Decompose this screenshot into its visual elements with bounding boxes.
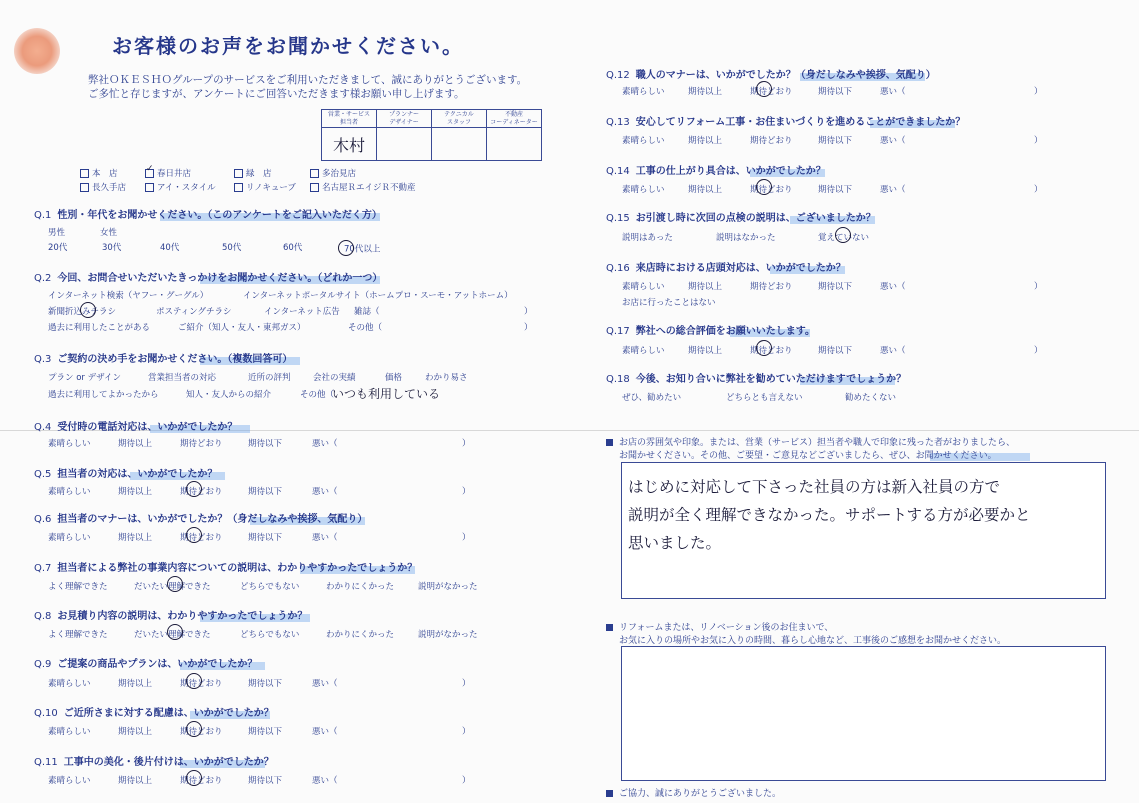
reason-option[interactable]: 知人・友人からの紹介 xyxy=(186,390,272,400)
paren-close: ） xyxy=(462,776,471,786)
comment2-textarea[interactable] xyxy=(621,646,1106,781)
understand-option-selected[interactable]: だいたい理解できた xyxy=(134,630,211,640)
source-option[interactable]: 過去に利用したことがある xyxy=(48,323,151,333)
source-option[interactable]: 雑誌（ xyxy=(354,307,380,317)
rating-option[interactable]: 悪い（ xyxy=(880,136,906,146)
question-q6: Q.6 担当者のマナーは、いかがでしたか？（身だしなみや挨拶、気配り） xyxy=(34,514,368,525)
rating-option[interactable]: 期待以上 xyxy=(118,533,153,543)
age-option[interactable]: 40代 xyxy=(160,243,180,253)
paren-close: ） xyxy=(524,323,533,333)
comment2-prompt-2: お気に入りの場所やお気に入りの時間、暮らし心地など、工事後のご感想をお聞かせください。 xyxy=(619,636,1007,646)
question-q17: Q.17 弊社への総合評価をお願いいたします。 xyxy=(606,326,815,337)
rating-option[interactable]: 期待以上 xyxy=(688,282,723,292)
rating-option[interactable]: 悪い（ xyxy=(312,776,338,786)
rating-option[interactable]: 素晴らしい xyxy=(48,776,91,786)
question-q8: Q.8 お見積り内容の説明は、わかりやすかったでしょうか？ xyxy=(34,611,308,622)
rating-option[interactable]: 悪い（ xyxy=(312,727,338,737)
selection-circle xyxy=(186,481,202,497)
understand-option[interactable]: よく理解できた xyxy=(48,582,108,592)
staff-value-technical[interactable] xyxy=(432,128,487,161)
rating-option[interactable]: 期待以下 xyxy=(248,679,283,689)
rating-option-selected[interactable]: 期待どおり xyxy=(180,679,223,689)
source-option[interactable]: ご紹介（知人・友人・東邦ガス） xyxy=(178,323,306,333)
staff-value-realestate[interactable] xyxy=(487,128,542,161)
reason-option[interactable]: 営業担当者の対応 xyxy=(148,373,217,383)
rating-option[interactable]: 悪い（ xyxy=(312,679,338,689)
staff-table xyxy=(321,109,542,161)
staff-header-planner: プランナー デザイナー xyxy=(377,110,432,128)
source-option[interactable]: その他（ xyxy=(348,323,383,333)
question-q16: Q.16 来店時における店頭対応は、いかがでしたか？ xyxy=(606,263,846,274)
rating-option[interactable]: 素晴らしい xyxy=(622,282,665,292)
handwritten-other-reason[interactable]: いつも利用している xyxy=(332,387,441,401)
understand-option[interactable]: よく理解できた xyxy=(48,630,108,640)
staff-header-technical: テクニカル スタッフ xyxy=(432,110,487,128)
store-option[interactable]: 名古屋ＲエイジＲ不動産 xyxy=(310,181,416,193)
reason-option[interactable]: 価格 xyxy=(385,373,403,383)
rating-option[interactable]: 悪い（ xyxy=(880,346,906,356)
selection-circle xyxy=(186,673,202,689)
rating-option[interactable]: 素晴らしい xyxy=(622,185,665,195)
rating-option[interactable]: 素晴らしい xyxy=(48,533,91,543)
rating-option[interactable]: 期待どおり xyxy=(180,439,223,449)
rating-option-selected[interactable]: 期待どおり xyxy=(750,87,793,97)
checkbox-checked[interactable] xyxy=(145,169,154,178)
comment1-answer-line1: はじめに対応して下さった社員の方は新入社員の方で xyxy=(628,478,1001,496)
inspection-option-selected[interactable]: 覚えていない xyxy=(818,233,870,243)
question-q1: Q.1 性別・年代をお聞かせください。（このアンケートをご記入いただく方） xyxy=(34,210,382,221)
store-option[interactable]: 長久手店 xyxy=(80,181,126,193)
checkbox[interactable] xyxy=(310,169,319,178)
question-q15: Q.15 お引渡し時に次回の点検の説明は、ございましたか？ xyxy=(606,213,876,224)
comment1-answer-line3: 思いました。 xyxy=(628,534,722,552)
reason-option[interactable]: プラン or デザイン xyxy=(48,373,122,383)
reason-option[interactable]: わかり易さ xyxy=(425,373,468,383)
rating-option[interactable]: 期待以下 xyxy=(818,282,853,292)
rating-option[interactable]: 期待以上 xyxy=(118,487,153,497)
source-option[interactable]: インターネット検索（ヤフー・グーグル） xyxy=(48,291,209,301)
checkbox[interactable] xyxy=(80,183,89,192)
paren-close: ） xyxy=(1034,87,1043,97)
inspection-option[interactable]: 説明はあった xyxy=(622,233,673,243)
bullet-square-icon xyxy=(606,439,613,446)
page-title: お客様のお声をお聞かせください。 xyxy=(112,34,464,58)
selection-circle xyxy=(835,227,851,243)
rating-option[interactable]: 素晴らしい xyxy=(48,679,91,689)
staff-header-realestate: 不動産 コーディネーター xyxy=(487,110,542,128)
rating-option[interactable]: 悪い（ xyxy=(880,185,906,195)
paren-close: ） xyxy=(1034,282,1043,292)
recommend-option[interactable]: 勧めたくない xyxy=(845,393,897,403)
question-q14: Q.14 工事の仕上がり具合は、いかがでしたか？ xyxy=(606,166,826,177)
selection-circle xyxy=(756,179,772,195)
rating-option[interactable]: 素晴らしい xyxy=(622,346,665,356)
question-q7: Q.7 担当者による弊社の事業内容についての説明は、わかりやすかったでしょうか？ xyxy=(34,563,418,574)
rating-option[interactable]: 期待どおり xyxy=(750,282,793,292)
question-q2: Q.2 今回、お問合せいただいたきっかけをお聞かせください。（どれか一つ） xyxy=(34,273,383,284)
age-option[interactable]: 30代 xyxy=(102,243,122,253)
reason-option[interactable]: 過去に利用してよかったから xyxy=(48,390,159,400)
rating-option-selected[interactable]: 期待どおり xyxy=(180,533,223,543)
paren-close: ） xyxy=(462,727,471,737)
paren-close: ） xyxy=(462,679,471,689)
comment2-prompt: リフォームまたは、リノベーション後のお住まいで、 xyxy=(606,620,833,633)
question-q18: Q.18 今後、お知り合いに弊社を勧めていただけますでしょうか？ xyxy=(606,374,907,385)
footer-thanks: ご協力、誠にありがとうございました。 xyxy=(606,786,781,799)
rating-option[interactable]: 期待以上 xyxy=(688,185,723,195)
rating-option[interactable]: 期待以下 xyxy=(818,136,853,146)
question-q9: Q.9 ご提案の商品やプランは、いかがでしたか？ xyxy=(34,659,258,670)
rating-option-selected[interactable]: 期待どおり xyxy=(180,487,223,497)
age-option[interactable]: 60代 xyxy=(283,243,303,253)
question-q5: Q.5 担当者の対応は、いかがでしたか？ xyxy=(34,469,218,480)
selection-circle xyxy=(80,302,96,318)
paren-close: ） xyxy=(524,307,533,317)
comment1-answer-line2: 説明が全く理解できなかった。サポートする方が必要かと xyxy=(628,506,1031,524)
selection-circle xyxy=(756,81,772,97)
rating-option[interactable]: 素晴らしい xyxy=(48,727,91,737)
rating-option-selected[interactable]: 期待どおり xyxy=(180,776,223,786)
rating-option[interactable]: 期待以上 xyxy=(688,87,723,97)
rating-option-selected[interactable]: 期待どおり xyxy=(750,185,793,195)
age-option-selected[interactable]: 70代以上 xyxy=(342,241,380,257)
rating-option[interactable]: 期待以下 xyxy=(818,87,853,97)
checkbox[interactable] xyxy=(234,183,243,192)
selection-circle xyxy=(167,624,183,640)
rating-option[interactable]: 期待以上 xyxy=(688,346,723,356)
rating-option[interactable]: 期待以上 xyxy=(118,439,153,449)
source-option[interactable]: インターネットポータルサイト（ホームプロ・スーモ・アットホーム） xyxy=(243,291,513,301)
rating-option[interactable]: 期待以上 xyxy=(688,136,723,146)
rating-option[interactable]: 期待以上 xyxy=(118,727,153,737)
rating-option[interactable]: 期待以下 xyxy=(248,439,283,449)
rating-option[interactable]: 期待以上 xyxy=(118,679,153,689)
source-option[interactable]: インターネット広告 xyxy=(264,307,340,317)
understand-option[interactable]: わかりにくかった xyxy=(326,582,395,592)
selection-circle xyxy=(186,527,202,543)
comment1-prompt: お店の雰囲気や印象。または、営業（サービス）担当者や職人で印象に残った者がおりましたら、 xyxy=(606,435,1015,448)
rating-option[interactable]: 悪い（ xyxy=(312,533,338,543)
paren-close: ） xyxy=(462,439,471,449)
store-option[interactable]: 緑 店 xyxy=(234,167,272,179)
gender-option[interactable]: 男性 xyxy=(48,228,66,238)
selection-circle xyxy=(186,721,202,737)
paren-close: ） xyxy=(1034,185,1043,195)
reason-option[interactable]: 会社の実績 xyxy=(313,373,356,383)
intro-text-1: 弊社ＯＫＥＳＨＯグループのサービスをご利用いただきまして、誠にありがとうございます。 xyxy=(88,74,528,86)
question-q11: Q.11 工事中の美化・後片付けは、いかがでしたか？ xyxy=(34,757,274,768)
bullet-square-icon xyxy=(606,790,613,797)
reason-option[interactable]: 近所の評判 xyxy=(248,373,291,383)
gender-option[interactable]: 女性 xyxy=(100,228,118,238)
store-option[interactable]: リノキューブ xyxy=(234,181,296,193)
question-q3: Q.3 ご契約の決め手をお聞かせください。（複数回答可） xyxy=(34,354,293,365)
paren-close: ） xyxy=(462,533,471,543)
checkbox[interactable] xyxy=(234,169,243,178)
bullet-square-icon xyxy=(606,624,613,631)
rating-option[interactable]: 期待どおり xyxy=(750,136,793,146)
question-q10: Q.10 ご近所さまに対する配慮は、いかがでしたか？ xyxy=(34,708,274,719)
understand-option[interactable]: 説明がなかった xyxy=(418,582,478,592)
store-option[interactable]: 本 店 xyxy=(80,167,118,179)
source-option[interactable]: ポスティングチラシ xyxy=(156,307,232,317)
understand-option[interactable]: わかりにくかった xyxy=(326,630,395,640)
store-option[interactable]: ✓ 春日井店 xyxy=(145,167,191,179)
rating-option[interactable]: 期待以上 xyxy=(118,776,153,786)
store-option[interactable]: アイ・スタイル xyxy=(145,181,216,193)
checkbox[interactable] xyxy=(80,169,89,178)
source-option-selected[interactable]: 新聞折込みチラシ xyxy=(48,307,117,317)
selection-circle xyxy=(186,770,202,786)
selection-circle xyxy=(167,576,183,592)
intro-text-2: ご多忙と存じますが、アンケートにご回答いただきます様お願い申し上げます。 xyxy=(88,88,465,100)
rating-option[interactable]: 期待以下 xyxy=(248,487,283,497)
company-seal-stamp xyxy=(14,28,60,74)
selection-circle xyxy=(756,340,772,356)
question-q13: Q.13 安心してリフォーム工事・お住まいづくりを進めることができましたか？ xyxy=(606,117,966,128)
reason-option[interactable]: その他（ xyxy=(300,390,335,400)
rating-option[interactable]: 期待以下 xyxy=(818,346,853,356)
understand-option[interactable]: 説明がなかった xyxy=(418,630,478,640)
question-q12: Q.12 職人のマナーは、いかがでしたか？（身だしなみや挨拶、気配り） xyxy=(606,70,936,81)
comment1-textarea[interactable] xyxy=(621,462,1106,599)
inspection-option[interactable]: 説明はなかった xyxy=(716,233,776,243)
rating-option[interactable]: 悪い（ xyxy=(312,487,338,497)
understand-option[interactable]: どちらでもない xyxy=(240,630,300,640)
rating-option-selected[interactable]: 期待どおり xyxy=(750,346,793,356)
rating-option[interactable]: 素晴らしい xyxy=(622,136,665,146)
rating-option[interactable]: 悪い（ xyxy=(880,282,906,292)
paren-close: ） xyxy=(1034,136,1043,146)
rating-option-selected[interactable]: 期待どおり xyxy=(180,727,223,737)
paren-close: ） xyxy=(462,487,471,497)
staff-value-planner[interactable] xyxy=(377,128,432,161)
comment1-prompt-2: お聞かせください。その他、ご要望・ご意見などございましたら、ぜひ、お聞かせください。 xyxy=(619,451,997,461)
rating-option[interactable]: 素晴らしい xyxy=(622,87,665,97)
rating-option[interactable]: 悪い（ xyxy=(880,87,906,97)
understand-option[interactable]: どちらでもない xyxy=(240,582,300,592)
understand-option-selected[interactable]: だいたい理解できた xyxy=(134,582,211,592)
recommend-option[interactable]: どちらとも言えない xyxy=(726,393,803,403)
recommend-option[interactable]: ぜひ、勧めたい xyxy=(622,393,682,403)
age-option[interactable]: 50代 xyxy=(222,243,242,253)
rating-option[interactable]: 素晴らしい xyxy=(48,439,91,449)
never-visited-option[interactable]: お店に行ったことはない xyxy=(622,298,716,308)
paren-close: ） xyxy=(1034,346,1043,356)
checkbox[interactable] xyxy=(145,183,154,192)
rating-option[interactable]: 悪い（ xyxy=(312,439,338,449)
question-q4: Q.4 受付時の電話対応は、いかがでしたか？ xyxy=(34,422,238,433)
staff-header-sales: 営業・サービス 担当者 xyxy=(322,110,377,128)
rating-option[interactable]: 期待以下 xyxy=(248,727,283,737)
checkbox[interactable] xyxy=(310,183,319,192)
store-option[interactable]: 多治見店 xyxy=(310,167,356,179)
rating-option[interactable]: 素晴らしい xyxy=(48,487,91,497)
rating-option[interactable]: 期待以下 xyxy=(818,185,853,195)
age-option[interactable]: 20代 xyxy=(48,243,68,253)
staff-value-sales[interactable]: 木村 xyxy=(322,128,377,161)
rating-option[interactable]: 期待以下 xyxy=(248,533,283,543)
selection-circle xyxy=(338,240,354,256)
rating-option[interactable]: 期待以下 xyxy=(248,776,283,786)
